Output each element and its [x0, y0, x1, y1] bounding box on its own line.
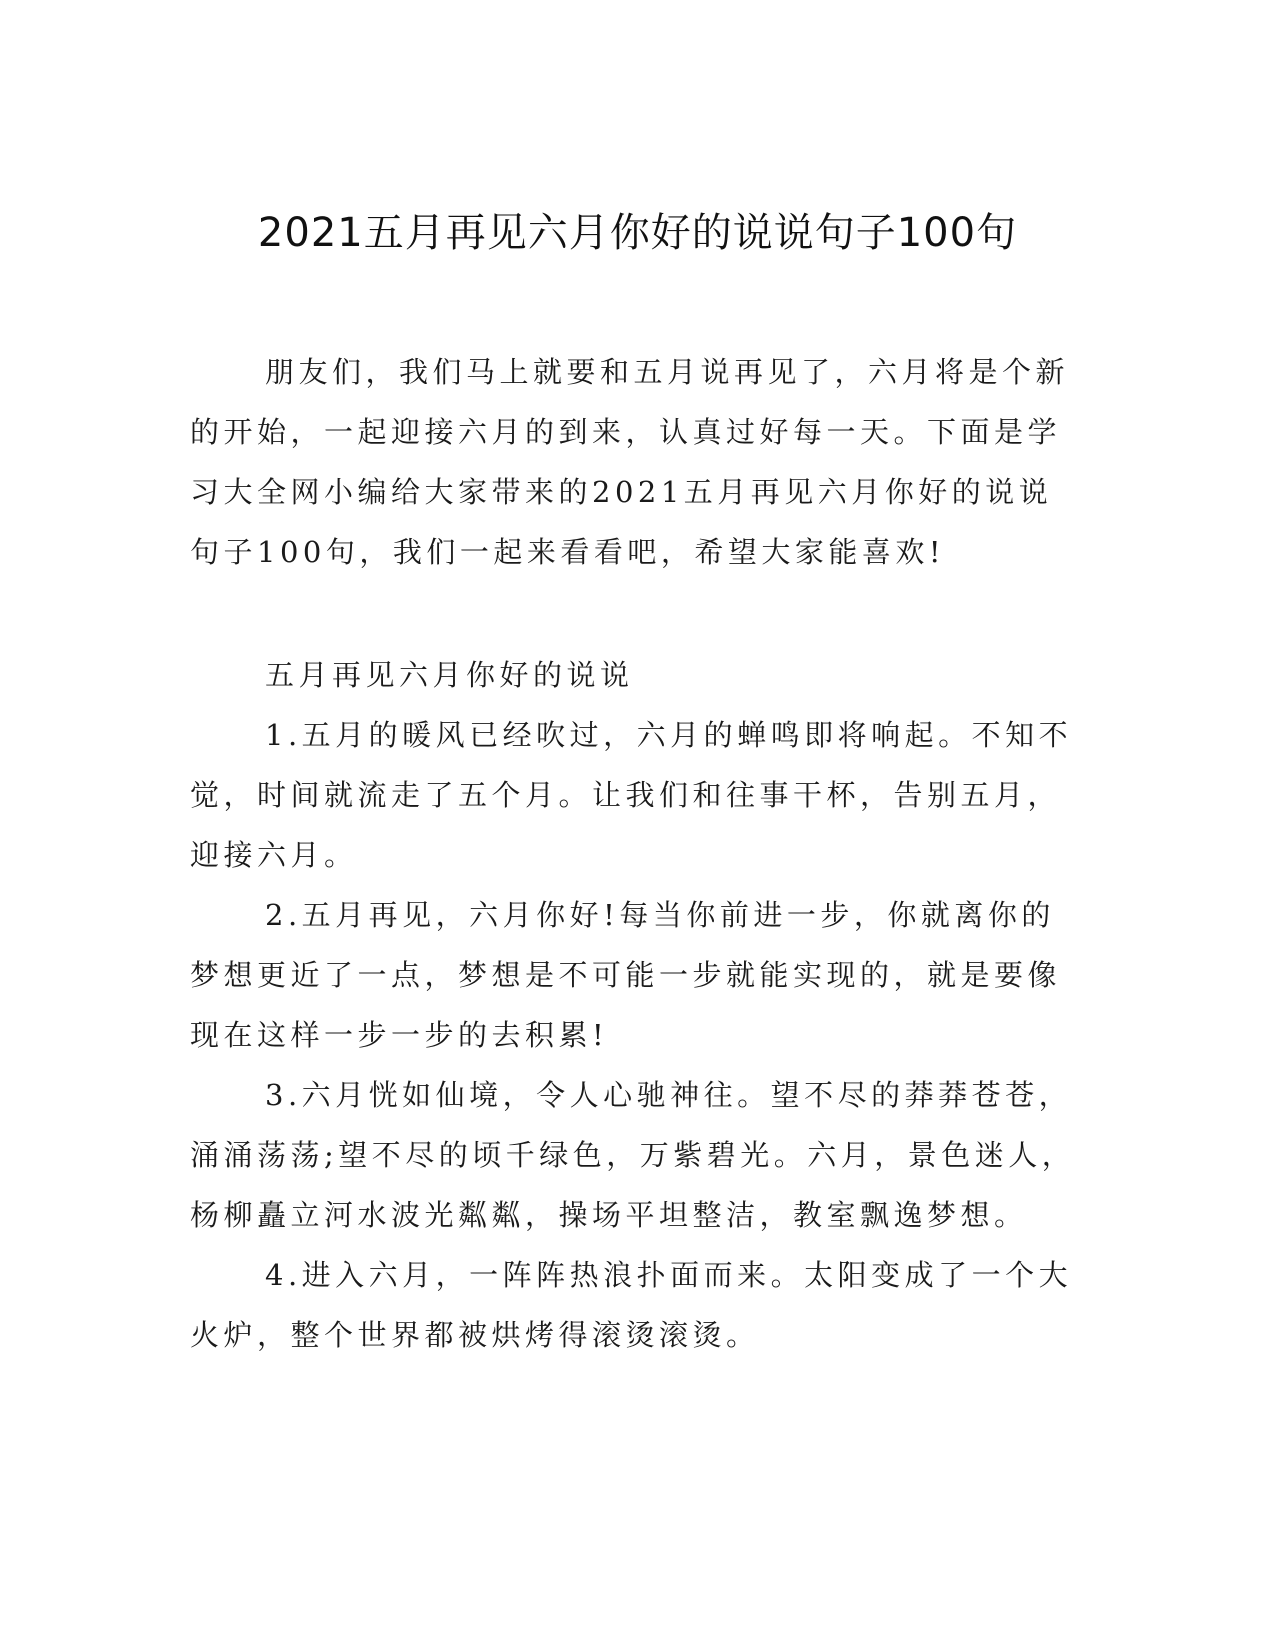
section-heading: 五月再见六月你好的说说 — [265, 658, 634, 692]
page-title: 2021五月再见六月你好的说说句子100句 — [257, 210, 1018, 256]
intro-paragraph: 朋友们，我们马上就要和五月说再见了，六月将是个新的开始，一起迎接六月的到来，认真过好每一天。下面是学习大全网小编给大家带来的2021五月再见六月你好的说说句子100句，我们一起来看看吧，希望大家能喜欢! — [190, 355, 1070, 569]
quotes-section — [190, 645, 1085, 1365]
list-item: 1.五月的暖风已经吹过，六月的蝉鸣即将响起。不知不觉，时间就流走了五个月。让我们和往事干杯，告别五月，迎接六月。 — [190, 718, 1073, 872]
list-item: 3.六月恍如仙境，令人心驰神往。望不尽的莽莽苍苍，涌涌荡荡;望不尽的顷千绿色，万紫碧光。六月，景色迷人，杨柳矗立河水波光粼粼，操场平坦整洁，教室飘逸梦想。 — [190, 1078, 1076, 1232]
list-item: 4.进入六月，一阵阵热浪扑面而来。太阳变成了一个大火炉，整个世界都被烘烤得滚烫滚烫。 — [190, 1258, 1073, 1352]
list-item: 2.五月再见，六月你好!每当你前进一步，你就离你的梦想更近了一点，梦想是不可能一步就能实现的，就是要像现在这样一步一步的去积累! — [190, 898, 1062, 1052]
